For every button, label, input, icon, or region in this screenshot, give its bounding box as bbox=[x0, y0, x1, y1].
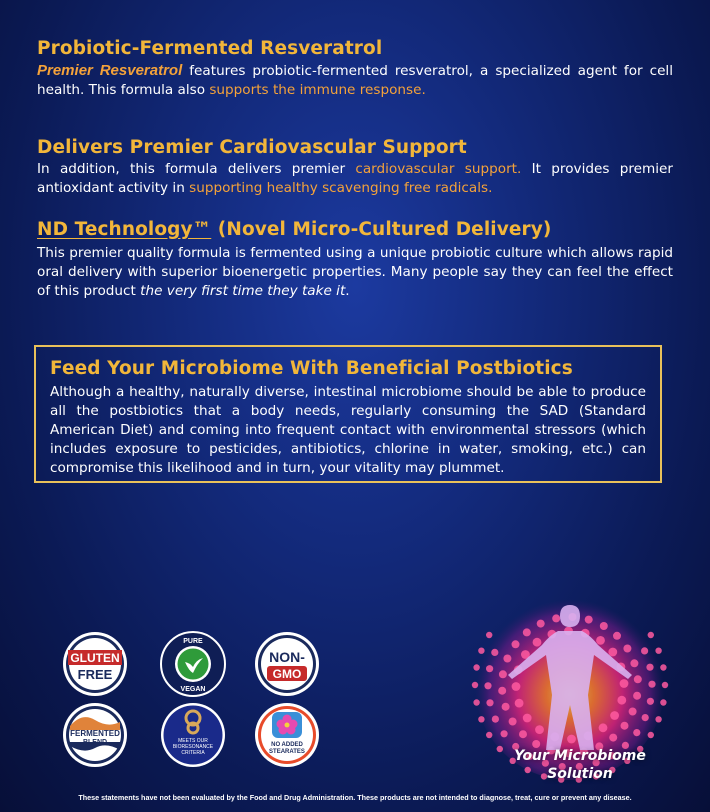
decorative-dot bbox=[519, 730, 527, 738]
svg-text:VEGAN: VEGAN bbox=[180, 686, 206, 693]
decorative-dot bbox=[486, 699, 493, 706]
callout-title: Feed Your Microbiome With Beneficial Postbiotics bbox=[50, 358, 573, 379]
fermented-blend-badge bbox=[62, 702, 128, 768]
svg-text:BLEND: BLEND bbox=[82, 739, 108, 746]
decorative-dot bbox=[646, 664, 653, 671]
decorative-dot bbox=[512, 640, 520, 648]
section-title: ND Technology™ (Novel Micro-Cultured Delivery) bbox=[37, 219, 552, 240]
decorative-dot bbox=[629, 708, 637, 716]
decorative-dot bbox=[567, 735, 576, 744]
svg-text:BIORESONANCE: BIORESONANCE bbox=[172, 744, 214, 750]
postbiotics-callout-box bbox=[34, 345, 662, 483]
no-added-stearates-badge bbox=[254, 702, 320, 768]
svg-text:PURE: PURE bbox=[183, 638, 203, 645]
svg-text:CRITERIA: CRITERIA bbox=[181, 750, 205, 756]
decorative-dot bbox=[620, 679, 629, 688]
decorative-dot bbox=[633, 692, 641, 700]
decorative-dot bbox=[623, 645, 631, 653]
fda-disclaimer: These statements have not been evaluated by the Food and Drug Administration. These products are not intended to diagnose, treat, cure or prevent any disease. bbox=[78, 793, 632, 802]
highlight-text: supporting healthy scavenging free radicals. bbox=[189, 180, 493, 196]
pure-vegan-badge bbox=[160, 631, 226, 697]
svg-text:GLUTEN: GLUTEN bbox=[70, 651, 120, 665]
decorative-dot bbox=[585, 616, 593, 624]
decorative-dot bbox=[610, 711, 619, 720]
brand-name: Premier Resveratrol bbox=[37, 62, 183, 79]
decorative-dot bbox=[621, 722, 629, 730]
microbiome-caption-line1: Your Microbiome bbox=[514, 748, 646, 764]
decorative-dot bbox=[499, 670, 507, 678]
decorative-dot bbox=[596, 636, 605, 645]
decorative-dot bbox=[532, 740, 540, 748]
decorative-dot bbox=[509, 718, 517, 726]
decorative-dot bbox=[608, 648, 617, 657]
emphasis-text: the very first time they take it bbox=[140, 283, 346, 299]
decorative-dot bbox=[491, 649, 498, 656]
decorative-dot bbox=[512, 682, 521, 691]
decorative-dot bbox=[492, 716, 499, 723]
decorative-dot bbox=[501, 730, 508, 737]
decorative-dot bbox=[634, 675, 642, 683]
decorative-dot bbox=[655, 716, 661, 722]
decorative-dot bbox=[498, 687, 506, 695]
decorative-dot bbox=[472, 682, 478, 688]
decorative-dot bbox=[552, 614, 560, 622]
decorative-dot bbox=[537, 620, 545, 628]
decorative-dot bbox=[484, 682, 491, 689]
microbiome-caption-line2: Solution bbox=[547, 766, 613, 782]
svg-text:NO ADDED: NO ADDED bbox=[271, 742, 303, 748]
decorative-dot bbox=[473, 664, 479, 670]
decorative-dot bbox=[502, 703, 510, 711]
callout-body: Although a healthy, naturally diverse, intestinal microbiome should be able to produce all the postbiotics that a body needs, regularly consuming the SAD (Standard American Diet) and coming into frequent contact with environmental stressors (which includes exposure to pesticides, antibiotics, chlorine in water, smoking, etc.) can compromise this likelihood and in turn, your vitality may plummet. bbox=[50, 384, 646, 476]
decorative-dot bbox=[655, 648, 661, 654]
gluten-free-badge bbox=[62, 631, 128, 697]
decorative-dot bbox=[599, 723, 608, 732]
decorative-dot bbox=[642, 714, 649, 721]
decorative-dot bbox=[486, 632, 492, 638]
svg-text:MEETS OUR: MEETS OUR bbox=[178, 738, 208, 744]
highlight-text: cardiovascular support. bbox=[355, 161, 522, 177]
decorative-dot bbox=[533, 638, 542, 647]
decorative-dot bbox=[609, 734, 617, 742]
decorative-dot bbox=[473, 699, 479, 705]
decorative-dot bbox=[660, 664, 666, 670]
decorative-dot bbox=[633, 729, 640, 736]
decorative-dot bbox=[523, 714, 532, 723]
section-title: Probiotic-Fermented Resveratrol bbox=[37, 38, 383, 59]
decorative-dot bbox=[515, 699, 524, 708]
decorative-dot bbox=[486, 732, 492, 738]
nd-technology-link: ND Technology™ bbox=[37, 219, 212, 240]
decorative-dot bbox=[648, 681, 655, 688]
decorative-dot bbox=[535, 725, 544, 734]
decorative-dot bbox=[630, 659, 638, 667]
section-body: In addition, this formula delivers premier cardiovascular support. It provides premier antioxidant activity in supporting healthy scavenging free radicals. bbox=[37, 161, 673, 196]
bioresonance-badge bbox=[160, 702, 226, 768]
section-nd-technology bbox=[37, 218, 673, 301]
section-body: Premier Resveratrol features probiotic-fermented resveratrol, a specialized agent for cell health. This formula also supports the immune response. bbox=[37, 62, 673, 98]
decorative-dot bbox=[478, 716, 484, 722]
decorative-dot bbox=[648, 632, 654, 638]
section-probiotic-resveratrol bbox=[37, 37, 673, 100]
non-gmo-badge bbox=[254, 631, 320, 697]
decorative-dot bbox=[648, 732, 654, 738]
decorative-dot bbox=[600, 622, 608, 630]
decorative-dot bbox=[662, 682, 668, 688]
highlight-text: supports the immune response. bbox=[209, 82, 426, 98]
svg-text:GMO: GMO bbox=[272, 667, 302, 681]
svg-text:FREE: FREE bbox=[77, 667, 113, 682]
decorative-dot bbox=[641, 647, 648, 654]
section-cardiovascular bbox=[37, 136, 673, 198]
svg-text:NON-: NON- bbox=[269, 649, 305, 665]
decorative-dot bbox=[660, 699, 666, 705]
section-title: Delivers Premier Cardiovascular Support bbox=[37, 137, 467, 158]
decorative-dot bbox=[613, 632, 621, 640]
decorative-dot bbox=[478, 648, 484, 654]
decorative-dot bbox=[523, 628, 531, 636]
svg-text:STEARATES: STEARATES bbox=[269, 749, 305, 755]
decorative-dot bbox=[503, 655, 511, 663]
section-body: This premier quality formula is fermented using a unique probiotic culture which allows rapid oral delivery with superior bioenergetic properties. Many people say they can feel the effect of this product the very first time they take it. bbox=[37, 245, 673, 299]
svg-text:FERMENTED: FERMENTED bbox=[70, 729, 120, 738]
decorative-dot bbox=[617, 696, 626, 705]
decorative-dot bbox=[647, 698, 654, 705]
decorative-dot bbox=[486, 665, 493, 672]
